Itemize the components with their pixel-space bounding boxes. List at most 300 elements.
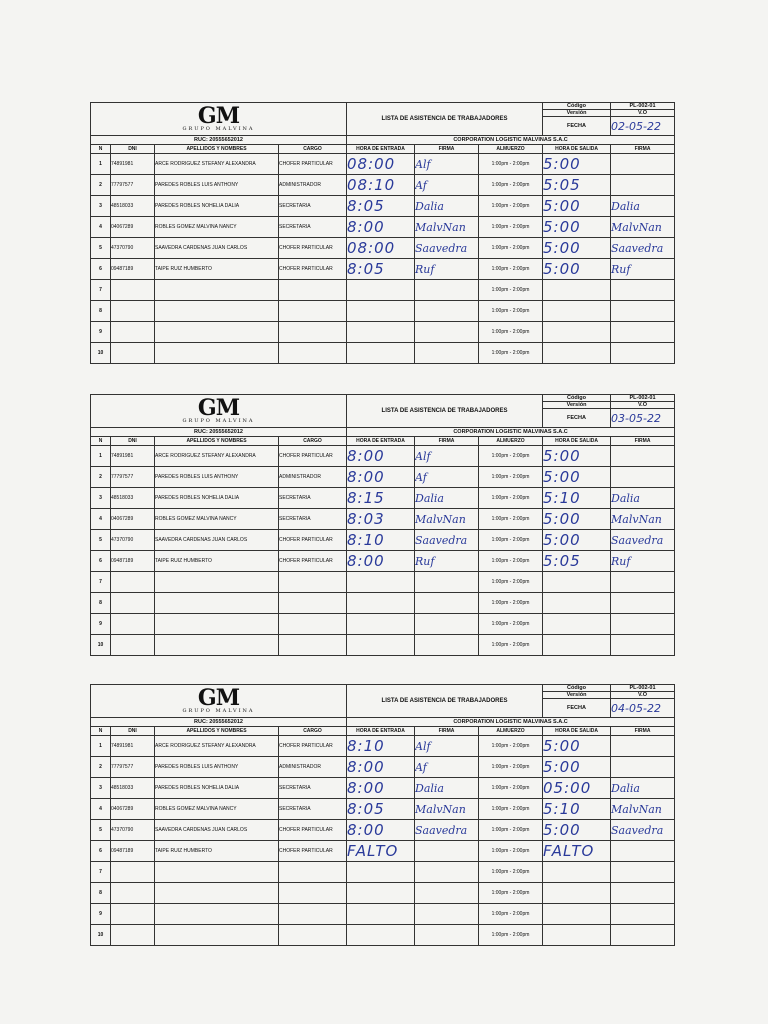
lunch-cell: 1:00pm - 2:00pm [479,446,543,467]
name-cell: ARCE RODRIGUEZ STEFANY ALEXANDRA [155,154,279,175]
exit-time [543,925,611,946]
row-number: 6 [91,841,111,862]
row-number: 2 [91,757,111,778]
cargo-cell: SECRETARIA [279,509,347,530]
entry-signature: Alf [415,736,479,757]
name-cell: SAAVEDRA CARDENAS JUAN CARLOS [155,238,279,259]
entry-signature: Af [415,467,479,488]
exit-signature: Saavedra [611,530,675,551]
cargo-cell [279,862,347,883]
entry-time [347,593,415,614]
company-name: CORPORATION LOGISTIC MALVINAS S.A.C [347,428,675,437]
row-number: 10 [91,635,111,656]
table-row [91,446,675,467]
exit-signature: Saavedra [611,238,675,259]
dni-cell: 09487189 [111,259,155,280]
exit-time: 5:00 [543,509,611,530]
table-row [91,635,675,656]
lunch-cell: 1:00pm - 2:00pm [479,343,543,364]
column-header-dni: DNI [111,727,155,736]
exit-signature [611,862,675,883]
column-header-almuerzo: ALMUERZO [479,145,543,154]
lunch-cell: 1:00pm - 2:00pm [479,820,543,841]
entry-signature: Alf [415,154,479,175]
entry-signature [415,301,479,322]
entry-time: 8:05 [347,799,415,820]
cargo-cell: SECRETARIA [279,778,347,799]
name-cell: PAREDES ROBLES NOHELIA DALIA [155,778,279,799]
name-cell: ARCE RODRIGUEZ STEFANY ALEXANDRA [155,446,279,467]
entry-time [347,904,415,925]
dni-cell [111,301,155,322]
exit-time: 5:05 [543,551,611,572]
column-header-apellidos: APELLIDOS Y NOMBRES [155,437,279,446]
exit-time [543,862,611,883]
table-row [91,259,675,280]
dni-cell: 04067289 [111,799,155,820]
lunch-cell: 1:00pm - 2:00pm [479,883,543,904]
entry-signature: Ruf [415,259,479,280]
lunch-cell: 1:00pm - 2:00pm [479,635,543,656]
row-number: 3 [91,778,111,799]
exit-time: 05:00 [543,778,611,799]
table-row [91,862,675,883]
column-header-entrada: HORA DE ENTRADA [347,727,415,736]
entry-time [347,614,415,635]
exit-time [543,322,611,343]
name-cell: TAIPE RUIZ HUMBERTO [155,841,279,862]
fecha-value: 04-05-22 [611,699,675,718]
dni-cell [111,862,155,883]
cargo-cell [279,904,347,925]
name-cell: ROBLES GOMEZ MALVINA NANCY [155,509,279,530]
column-header-firma2: FIRMA [611,145,675,154]
form-title: LISTA DE ASISTENCIA DE TRABAJADORES [347,685,543,718]
entry-time: 8:15 [347,488,415,509]
name-cell [155,904,279,925]
ruc-number: RUC: 20555652012 [91,428,347,437]
lunch-cell: 1:00pm - 2:00pm [479,217,543,238]
dni-cell: 47370790 [111,530,155,551]
dni-cell [111,322,155,343]
dni-cell: 09487189 [111,551,155,572]
cargo-cell: CHOFER PARTICULAR [279,238,347,259]
dni-cell: 77797577 [111,467,155,488]
row-number: 8 [91,883,111,904]
dni-cell [111,883,155,904]
dni-cell: 48518033 [111,488,155,509]
name-cell [155,280,279,301]
exit-time: 5:00 [543,757,611,778]
name-cell: PAREDES ROBLES NOHELIA DALIA [155,196,279,217]
fecha-value: 03-05-22 [611,409,675,428]
column-header-salida: HORA DE SALIDA [543,727,611,736]
exit-time: 5:10 [543,799,611,820]
table-row [91,799,675,820]
cargo-cell [279,614,347,635]
row-number: 7 [91,862,111,883]
name-cell [155,635,279,656]
column-header-firma: FIRMA [415,145,479,154]
logo-mark: GM [197,685,240,711]
exit-time: 5:10 [543,488,611,509]
entry-time: 8:00 [347,551,415,572]
exit-signature: Ruf [611,551,675,572]
entry-time: 8:00 [347,778,415,799]
column-header-entrada: HORA DE ENTRADA [347,145,415,154]
version-label: Versión [543,402,611,409]
table-row [91,530,675,551]
dni-cell [111,925,155,946]
dni-cell [111,593,155,614]
entry-time: 8:00 [347,757,415,778]
name-cell: PAREDES ROBLES NOHELIA DALIA [155,488,279,509]
lunch-cell: 1:00pm - 2:00pm [479,488,543,509]
lunch-cell: 1:00pm - 2:00pm [479,509,543,530]
cargo-cell: SECRETARIA [279,217,347,238]
codigo-label: Código [543,685,611,692]
codigo-value: PL-002-01 [611,103,675,110]
column-header-apellidos: APELLIDOS Y NOMBRES [155,727,279,736]
exit-time: 5:05 [543,175,611,196]
table-row [91,614,675,635]
version-value: V.O [611,692,675,699]
column-header-n: N [91,727,111,736]
entry-time: 8:00 [347,446,415,467]
row-number: 9 [91,322,111,343]
attendance-sheet [90,684,674,946]
entry-time [347,862,415,883]
lunch-cell: 1:00pm - 2:00pm [479,862,543,883]
lunch-cell: 1:00pm - 2:00pm [479,175,543,196]
name-cell: SAAVEDRA CARDENAS JUAN CARLOS [155,820,279,841]
lunch-cell: 1:00pm - 2:00pm [479,778,543,799]
exit-signature: Dalia [611,488,675,509]
cargo-cell [279,343,347,364]
exit-time: 5:00 [543,530,611,551]
entry-time: 8:00 [347,820,415,841]
row-number: 6 [91,551,111,572]
exit-time: 5:00 [543,446,611,467]
entry-signature: MalvNan [415,217,479,238]
exit-time [543,904,611,925]
fecha-label: FECHA [543,409,611,428]
table-row [91,757,675,778]
dni-cell: 09487189 [111,841,155,862]
entry-signature [415,904,479,925]
entry-signature: Af [415,757,479,778]
table-row [91,883,675,904]
column-header-cargo: CARGO [279,727,347,736]
table-row [91,572,675,593]
entry-time [347,301,415,322]
column-header-dni: DNI [111,437,155,446]
exit-time [543,280,611,301]
entry-time: 08:00 [347,238,415,259]
exit-signature: MalvNan [611,799,675,820]
entry-time [347,925,415,946]
lunch-cell: 1:00pm - 2:00pm [479,614,543,635]
entry-signature [415,862,479,883]
table-row [91,904,675,925]
name-cell: SAAVEDRA CARDENAS JUAN CARLOS [155,530,279,551]
column-header-salida: HORA DE SALIDA [543,437,611,446]
lunch-cell: 1:00pm - 2:00pm [479,467,543,488]
table-row [91,196,675,217]
name-cell [155,593,279,614]
entry-signature [415,572,479,593]
entry-time: 8:05 [347,259,415,280]
form-title: LISTA DE ASISTENCIA DE TRABAJADORES [347,103,543,136]
exit-signature [611,904,675,925]
entry-signature [415,322,479,343]
fecha-label: FECHA [543,117,611,136]
exit-time [543,635,611,656]
name-cell: PAREDES ROBLES LUIS ANTHONY [155,467,279,488]
exit-signature [611,301,675,322]
column-header-almuerzo: ALMUERZO [479,727,543,736]
dni-cell: 47370790 [111,820,155,841]
table-row [91,343,675,364]
cargo-cell: CHOFER PARTICULAR [279,259,347,280]
company-logo [91,395,347,428]
entry-time: 08:10 [347,175,415,196]
exit-time [543,572,611,593]
exit-signature [611,614,675,635]
exit-time [543,883,611,904]
entry-time: 08:00 [347,154,415,175]
exit-time: 5:00 [543,238,611,259]
logo-subtitle: GRUPO MALVINA [182,126,255,132]
name-cell: ROBLES GOMEZ MALVINA NANCY [155,799,279,820]
dni-cell [111,614,155,635]
dni-cell: 77797577 [111,757,155,778]
entry-signature [415,883,479,904]
exit-signature: Saavedra [611,820,675,841]
exit-signature [611,175,675,196]
entry-signature [415,925,479,946]
version-label: Versión [543,692,611,699]
table-row [91,175,675,196]
form-title: LISTA DE ASISTENCIA DE TRABAJADORES [347,395,543,428]
exit-signature: Dalia [611,196,675,217]
row-number: 1 [91,154,111,175]
entry-time: 8:10 [347,530,415,551]
entry-signature: Saavedra [415,530,479,551]
exit-signature [611,593,675,614]
exit-signature [611,446,675,467]
entry-signature: Dalia [415,778,479,799]
cargo-cell: CHOFER PARTICULAR [279,530,347,551]
row-number: 4 [91,509,111,530]
table-row [91,820,675,841]
lunch-cell: 1:00pm - 2:00pm [479,280,543,301]
table-row [91,301,675,322]
cargo-cell: SECRETARIA [279,799,347,820]
exit-signature [611,154,675,175]
cargo-cell: SECRETARIA [279,196,347,217]
table-row [91,778,675,799]
column-header-salida: HORA DE SALIDA [543,145,611,154]
attendance-table [90,394,675,656]
entry-signature: Alf [415,446,479,467]
codigo-label: Código [543,395,611,402]
entry-signature [415,593,479,614]
dni-cell [111,343,155,364]
cargo-cell: CHOFER PARTICULAR [279,551,347,572]
column-header-cargo: CARGO [279,437,347,446]
row-number: 2 [91,467,111,488]
exit-time [543,614,611,635]
entry-signature [415,841,479,862]
exit-signature [611,280,675,301]
cargo-cell [279,635,347,656]
row-number: 9 [91,614,111,635]
exit-signature [611,635,675,656]
cargo-cell [279,593,347,614]
exit-signature [611,343,675,364]
fecha-label: FECHA [543,699,611,718]
name-cell [155,322,279,343]
table-row [91,551,675,572]
attendance-sheet [90,394,674,656]
row-number: 5 [91,820,111,841]
entry-signature: Ruf [415,551,479,572]
exit-signature [611,925,675,946]
lunch-cell: 1:00pm - 2:00pm [479,925,543,946]
dni-cell: 48518033 [111,778,155,799]
dni-cell: 47370790 [111,238,155,259]
row-number: 3 [91,196,111,217]
attendance-sheet [90,102,674,364]
column-header-cargo: CARGO [279,145,347,154]
entry-time [347,322,415,343]
dni-cell: 48518033 [111,196,155,217]
entry-signature: MalvNan [415,509,479,530]
lunch-cell: 1:00pm - 2:00pm [479,904,543,925]
entry-signature: Af [415,175,479,196]
exit-signature [611,467,675,488]
dni-cell: 77797577 [111,175,155,196]
row-number: 5 [91,238,111,259]
row-number: 6 [91,259,111,280]
exit-time: 5:00 [543,217,611,238]
logo-mark: GM [197,103,240,129]
ruc-number: RUC: 20555652012 [91,136,347,145]
version-value: V.O [611,402,675,409]
row-number: 1 [91,446,111,467]
name-cell: PAREDES ROBLES LUIS ANTHONY [155,757,279,778]
exit-signature [611,736,675,757]
entry-time [347,635,415,656]
row-number: 4 [91,217,111,238]
table-row [91,841,675,862]
exit-time [543,343,611,364]
cargo-cell: CHOFER PARTICULAR [279,154,347,175]
ruc-number: RUC: 20555652012 [91,718,347,727]
version-label: Versión [543,110,611,117]
cargo-cell: CHOFER PARTICULAR [279,841,347,862]
cargo-cell [279,925,347,946]
lunch-cell: 1:00pm - 2:00pm [479,841,543,862]
dni-cell: 04067289 [111,217,155,238]
lunch-cell: 1:00pm - 2:00pm [479,736,543,757]
dni-cell: 74891981 [111,154,155,175]
entry-time [347,883,415,904]
table-row [91,736,675,757]
row-number: 7 [91,572,111,593]
exit-time [543,301,611,322]
entry-signature [415,343,479,364]
row-number: 8 [91,593,111,614]
name-cell [155,572,279,593]
name-cell [155,343,279,364]
table-row [91,488,675,509]
lunch-cell: 1:00pm - 2:00pm [479,551,543,572]
cargo-cell [279,280,347,301]
row-number: 7 [91,280,111,301]
exit-time [543,593,611,614]
entry-time: 8:03 [347,509,415,530]
codigo-value: PL-002-01 [611,685,675,692]
table-row [91,322,675,343]
dni-cell: 74891981 [111,736,155,757]
version-value: V.O [611,110,675,117]
name-cell [155,925,279,946]
column-header-almuerzo: ALMUERZO [479,437,543,446]
row-number: 10 [91,925,111,946]
column-header-firma2: FIRMA [611,437,675,446]
entry-signature [415,280,479,301]
lunch-cell: 1:00pm - 2:00pm [479,259,543,280]
exit-time: 5:00 [543,467,611,488]
table-row [91,280,675,301]
entry-signature: Dalia [415,196,479,217]
table-row [91,217,675,238]
company-name: CORPORATION LOGISTIC MALVINAS S.A.C [347,136,675,145]
cargo-cell [279,572,347,593]
logo-mark: GM [197,395,240,421]
cargo-cell [279,301,347,322]
company-logo [91,103,347,136]
entry-signature [415,635,479,656]
cargo-cell [279,322,347,343]
lunch-cell: 1:00pm - 2:00pm [479,530,543,551]
name-cell: ROBLES GOMEZ MALVINA NANCY [155,217,279,238]
lunch-cell: 1:00pm - 2:00pm [479,196,543,217]
entry-time [347,572,415,593]
table-row [91,925,675,946]
name-cell: TAIPE RUIZ HUMBERTO [155,259,279,280]
lunch-cell: 1:00pm - 2:00pm [479,572,543,593]
exit-time: 5:00 [543,196,611,217]
logo-subtitle: GRUPO MALVINA [182,418,255,424]
logo-subtitle: GRUPO MALVINA [182,708,255,714]
column-header-n: N [91,145,111,154]
column-header-firma: FIRMA [415,727,479,736]
row-number: 3 [91,488,111,509]
row-number: 10 [91,343,111,364]
lunch-cell: 1:00pm - 2:00pm [479,301,543,322]
entry-signature: Saavedra [415,820,479,841]
name-cell: ARCE RODRIGUEZ STEFANY ALEXANDRA [155,736,279,757]
cargo-cell [279,883,347,904]
dni-cell [111,572,155,593]
entry-signature: MalvNan [415,799,479,820]
name-cell: TAIPE RUIZ HUMBERTO [155,551,279,572]
table-row [91,509,675,530]
entry-time: 8:10 [347,736,415,757]
